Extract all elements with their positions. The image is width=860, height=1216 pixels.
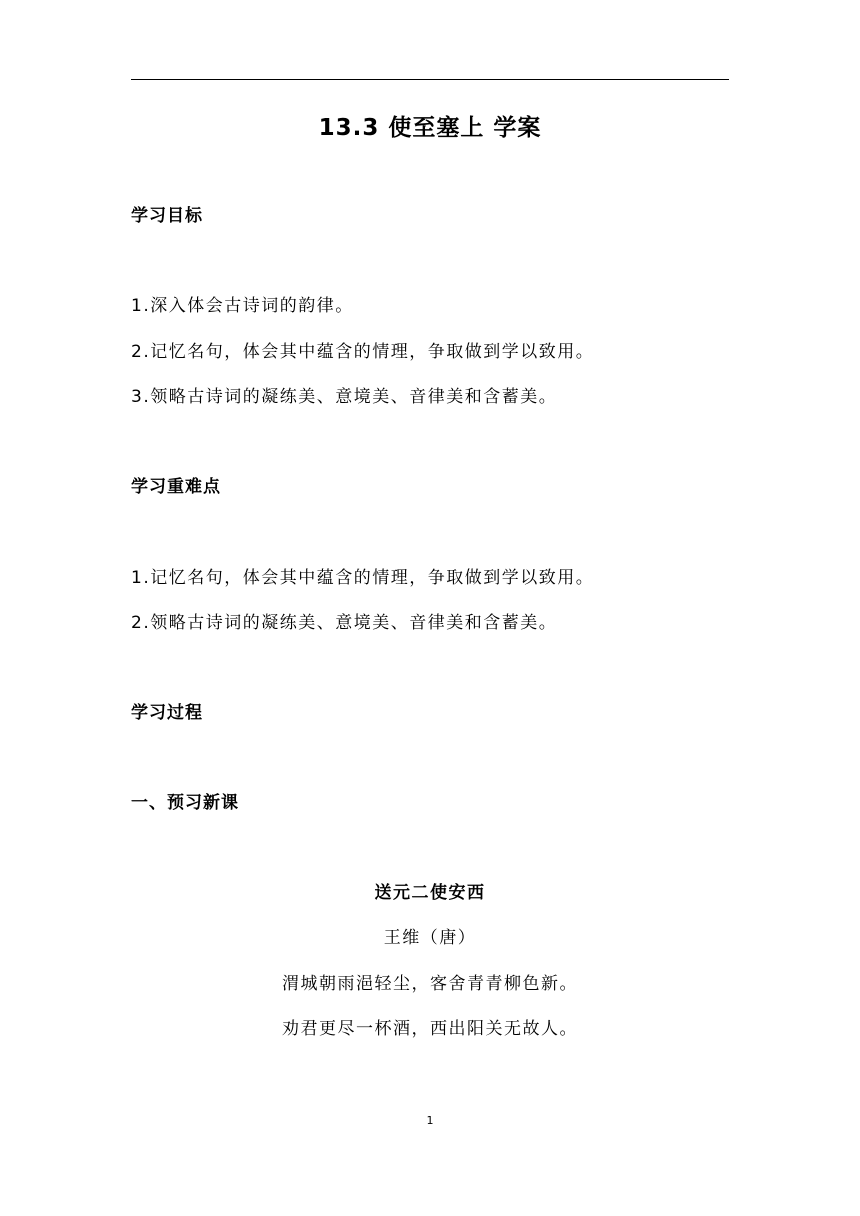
section-heading-preview: 一、预习新课 xyxy=(131,793,239,813)
section-heading-process: 学习过程 xyxy=(131,703,203,723)
poem-line-1: 渭城朝雨浥轻尘，客舍青青柳色新。 xyxy=(282,974,578,994)
poem-title: 送元二使安西 xyxy=(374,883,486,903)
objective-item-1: 1.深入体会古诗词的韵律。 xyxy=(131,296,354,316)
poem-author: 王维（唐） xyxy=(383,928,477,948)
section-heading-objectives: 学习目标 xyxy=(131,206,203,226)
poem-line-2: 劝君更尽一杯酒，西出阳关无故人。 xyxy=(282,1019,578,1039)
key-point-item-1: 1.记忆名句，体会其中蕴含的情理，争取做到学以致用。 xyxy=(131,568,595,588)
header-rule xyxy=(131,79,729,80)
key-point-item-2: 2.领略古诗词的凝练美、意境美、音律美和含蓄美。 xyxy=(131,613,558,633)
document-title: 13.3 使至塞上 学案 xyxy=(318,115,542,141)
page-number: 1 xyxy=(426,1114,434,1127)
objective-item-3: 3.领略古诗词的凝练美、意境美、音律美和含蓄美。 xyxy=(131,387,558,407)
objective-item-2: 2.记忆名句，体会其中蕴含的情理，争取做到学以致用。 xyxy=(131,342,595,362)
section-heading-key-points: 学习重难点 xyxy=(131,477,221,497)
